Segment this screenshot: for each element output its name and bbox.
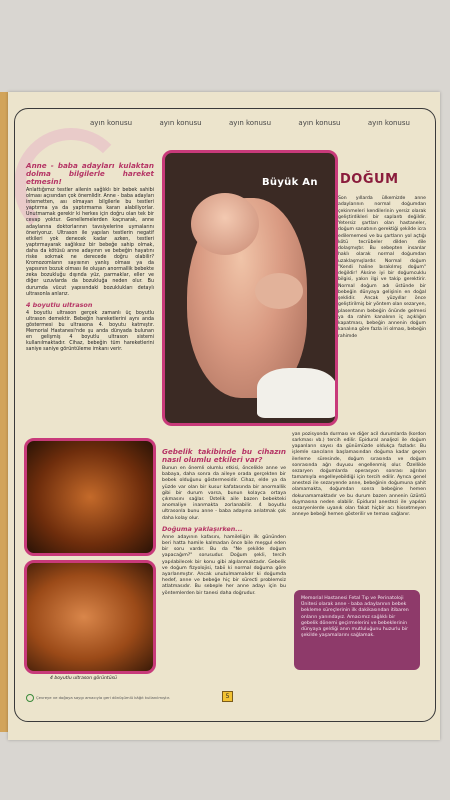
ultrasound-image-1 bbox=[24, 438, 156, 556]
nav-item: ayın konusu bbox=[90, 119, 133, 127]
gloved-hand bbox=[257, 368, 337, 418]
nav-item: ayın konusu bbox=[367, 119, 410, 127]
body-normal-birth: Son yıllarda ülkemizde anne adaylarının normal doğumdan çekinmeleri kendilerinin yersiz olarak geliştirdikleri bir saplantı değildir. Yetersiz şartları olan hastaneler, doğum sanatının gerektiği şekilde icra edilememesi ve bu şartların yol açtığı kötü tecrübeler dilden dile dolaşmıştır. Bu sebepten insanlar haklı olarak normal doğumdan uzaklaşmışlardır. Normal doğum "Kendi haline bırakılmış doğum" değildir! Aksine iyi bir doğumcuklu bilgisi, yakın ilgi ve takip gerektirir. Normal doğum adı üstünde bir bebeğin dünyaya gelişinin en doğal şeklidir. Ancak yüzyıllar önce geliştirilmiş bir yöntem olan sezaryen, plasentanın bebeğin önünde gelmesi ya da rahim kanalının iç açıklığın kapatması, bebeğin annenin doğum kanalına göre fazla iri olması, bebeğin rahimde bbox=[338, 196, 426, 339]
footer-note bbox=[26, 694, 170, 702]
heading-4d-ultrasound: 4 boyutlu ultrason bbox=[26, 300, 93, 309]
nav-item: ayın konusu bbox=[298, 119, 341, 127]
recycle-icon bbox=[26, 694, 34, 702]
newborn-hand bbox=[255, 273, 303, 309]
memorial-info-box: Memorial Hastanesi Fetal Tıp ve Perinatoloji Ünitesi olarak anne - baba adaylarının bebek bekleme süreçlerinin ilk dakikasından itibaren onların yanındayız. Amacımız sağlıklı bir gebelik dönemi geçirmelerini ve bebeklerinin dünyaya geldiği anın mutluluğunu huzurlu bir şekilde yaşamalarını sağlamak. bbox=[294, 590, 420, 670]
hero-title-part1: Büyük An bbox=[262, 177, 318, 188]
footer-text: Çevreye ve doğaya saygı amacıyla geri dönüşümlü kâğıt kullanılmıştır. bbox=[36, 695, 171, 700]
body-4d-ultrasound: 4 boyutlu ultrason gerçek zamanlı üç boyutlu ultrason demektir. Bebeğin hareketlerini aynı anda göstermesi bu ultrasona 4. boyutu katmıştır. Memorial Hastanesi'nde şu anda dünyada bulunan en gelişmiş 4 boyutlu ultrason sistemi kullanılmaktadır. Cihaz, bebeğin tüm hareketlerini saniye saniye görüntüleme imkanı verir. bbox=[26, 310, 154, 353]
middle-column bbox=[162, 448, 286, 597]
image-caption: 4 boyutlu ultrason görüntüsü bbox=[50, 676, 117, 681]
heading-benefits: Gebelik takibinde bu cihazın nasıl olumlu etkileri var? bbox=[162, 447, 286, 464]
left-column bbox=[26, 162, 154, 353]
body-benefits: Bunun en önemli olumlu etkisi, öncelikle anne ve babaya, daha sonra da aileye orada gerçekten bir bebek olduğunu göstermesidir. Cihaz, elde ya da yüzde var olan bir kusur kafatasında bir anormallik gibi bir durum varsa, bunun kolayca ortaya çıkmasını sağlar. Üstelik aile bazen bebekteki anomaliye inanmakta zorlanabilir. 4 boyutlu ultrasonla bunu anne - baba adayına anlatmak çok daha kolay olur. bbox=[162, 466, 286, 521]
body-approaching-birth: Anne adayının kafasını, hamileliğin ilk gününden beri hatta hamile kalmadan önce bile meşgul eden bir soru vardır. Bu da "Ne şekilde doğum yapacağım?" sorusudur. Doğum şekli, tercih yapılabilecek bir konu gibi algılanmaktadır. Gebelik ve doğum fizyolojisi, tabii ki normal doğuma göre ayarlanmıştır. Ancak unutulmamalıdır ki doğumda hedef, anne ve bebeğe hiç bir sürecti problemsiz atlatmasıdır. Bu sebeple her anne adayı için bu yöntemlerden bir tanesi daha doğrudur. bbox=[162, 534, 286, 596]
newborn-head bbox=[191, 193, 259, 255]
nav-item: ayın konusu bbox=[228, 119, 272, 127]
newborn-photo bbox=[162, 150, 338, 426]
body-rumors: Anlattığımız testler ailenin sağlıklı bir bebek sahibi olması açısından çok önemlidir. Anne - baba adayları internetten, ası olmayan bilgilerle bu testleri yaptırma ya da yaptırmama kararı alabiliyorlar. Unutmamak gerekir ki herkes için doğru olan tek bir cevap yoktur. Genellemelerden kaçınarak, anne adaylarına doktorlarının tavsiyelerine uymalarını öneriyoruz. Ultrason ile yapılan testlerin negatif etkileri yok denecek kadar azken, testleri yaptırmayarak sağlıksız bir bebeğe sahip olmak, daha da kötüsü anne adayının ve bebeğin hayatını riske sokmak ne derecede doğru olabilir? Kromozomların sayısının yanlış olması ya da yapısının bozuk olması ile oluşan anormallik bebekte zeka bozukluğu dışında yüz, parmaklar, eller ve diğer uzuvlarda da bozukluğa neden olur. Bu durumda vücut yapısındaki bozuklukları detaylı ultrasonla anlarız. bbox=[26, 188, 154, 297]
section-nav bbox=[90, 119, 410, 127]
heading-approaching-birth: Doğuma yaklaşırken... bbox=[162, 524, 243, 533]
nav-item: ayın konusu bbox=[159, 119, 202, 127]
right-column-top bbox=[338, 196, 426, 340]
body-epidural: yan pozisyonda durması ve diğer acil durumlarda (kordon sarkması vb.) tercih edilir. Epidural analjezi ile doğum yapanların sayısı da günümüzde oldukça fazladır. Bu işlemle sancıların başlamasından doğuma kadar geçen ilerleme süresinde, doğum sırasında ve doğum sonrasında ağrı duyusu engellenmiş olur. Özellikle sezaryen doğumlarda operasyon sonrası ağrıları tamamıyla engelleyebildiği için tercih edilir. Ayrıca genel anestezi ile sezaryende anne, bebeğinin doğumuna şahit olamamakta, doğumdan sonra bebeğine hemen dokunamamaktadır ve bu durum bazen annenin üzüntü duymasına neden olabilir. Epidural anestezi ile yapılan sezaryenlerde uyanık olan fakat hiçbir acı hissetmeyen anneye bebeği hemen gösterilir ve teması sağlanır. bbox=[292, 432, 426, 518]
right-column-bottom bbox=[292, 432, 426, 518]
ultrasound-image-2 bbox=[24, 560, 156, 674]
hero-title-part2: DOĞUM bbox=[340, 172, 399, 187]
page-number: 5 bbox=[222, 691, 233, 702]
heading-rumors: Anne - baba adayları kulaktan dolma bilgilerle hareket etmesin! bbox=[26, 161, 154, 186]
